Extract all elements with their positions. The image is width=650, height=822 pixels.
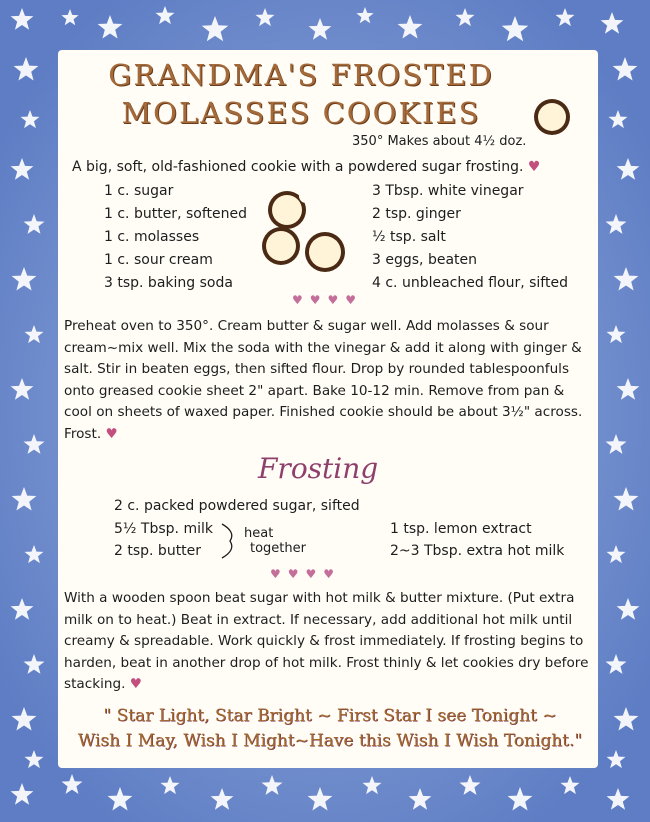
frosting-ingredient: 2 c. packed powdered sugar, sifted bbox=[114, 498, 360, 514]
brace-icon bbox=[218, 520, 244, 562]
quote-line-1: " Star Light, Star Bright ~ First Star I see Tonight ~ bbox=[103, 706, 557, 726]
cookie-icon bbox=[528, 96, 576, 138]
cookies-illustration bbox=[258, 188, 350, 276]
description: A big, soft, old-fashioned cookie with a powdered sugar frosting. ♥ bbox=[72, 159, 541, 175]
heat-note-line-2: together bbox=[250, 541, 306, 556]
quote-line-2: Wish I May, Wish I Might~Have this Wish I Wish Tonight." bbox=[77, 731, 583, 751]
ingredient: 1 c. sour cream bbox=[104, 252, 213, 268]
yield-note: 350° Makes about 4½ doz. bbox=[352, 134, 527, 149]
frosting-heading: Frosting bbox=[258, 452, 379, 485]
frosting-ingredient: 1 tsp. lemon extract bbox=[390, 521, 532, 537]
ingredient: 1 c. butter, softened bbox=[104, 206, 247, 222]
heat-note-line-1: heat bbox=[244, 526, 274, 541]
ingredient: ½ tsp. salt bbox=[372, 229, 446, 245]
title-line-1: GRANDMA'S FROSTED bbox=[108, 58, 494, 92]
ingredient: 1 c. molasses bbox=[104, 229, 200, 245]
hearts-divider: ♥♥♥♥ bbox=[270, 567, 342, 581]
ingredient: 3 Tbsp. white vinegar bbox=[372, 183, 524, 199]
frosting-ingredient: 2~3 Tbsp. extra hot milk bbox=[390, 543, 565, 559]
ingredient: 3 tsp. baking soda bbox=[104, 275, 233, 291]
ingredient: 2 tsp. ginger bbox=[372, 206, 461, 222]
hearts-divider: ♥♥♥♥ bbox=[292, 293, 364, 307]
frosting-ingredient: 5½ Tbsp. milk bbox=[114, 521, 213, 537]
ingredient: 1 c. sugar bbox=[104, 183, 174, 199]
frosting-ingredient: 2 tsp. butter bbox=[114, 543, 202, 559]
directions: Preheat oven to 350°. Cream butter & sugar well. Add molasses & sour cream~mix well. Mix the soda with the vinegar & add it along with ginger & salt. Stir in beaten eggs, then sifted flour. Drop by rounded tablespoonfuls onto greased cookie sheet 2" apart. Bake 10-12 min. Remove from pan & cool on sheets of waxed paper. Finished cookie should be about 3½" across. Frost. ♥ bbox=[64, 318, 583, 442]
title-line-2: MOLASSES COOKIES bbox=[121, 96, 481, 130]
ingredient: 3 eggs, beaten bbox=[372, 252, 477, 268]
ingredient: 4 c. unbleached flour, sifted bbox=[372, 275, 568, 291]
frosting-directions: With a wooden spoon beat sugar with hot milk & butter mixture. (Put extra milk on to heat.) Beat in extract. If necessary, add additional hot milk until creamy & spreadable. Work quickly & frost immediately. If frosting begins to harden, beat in another drop of hot milk. Frost thinly & let cookies dry before stacking. ♥ bbox=[64, 590, 589, 692]
